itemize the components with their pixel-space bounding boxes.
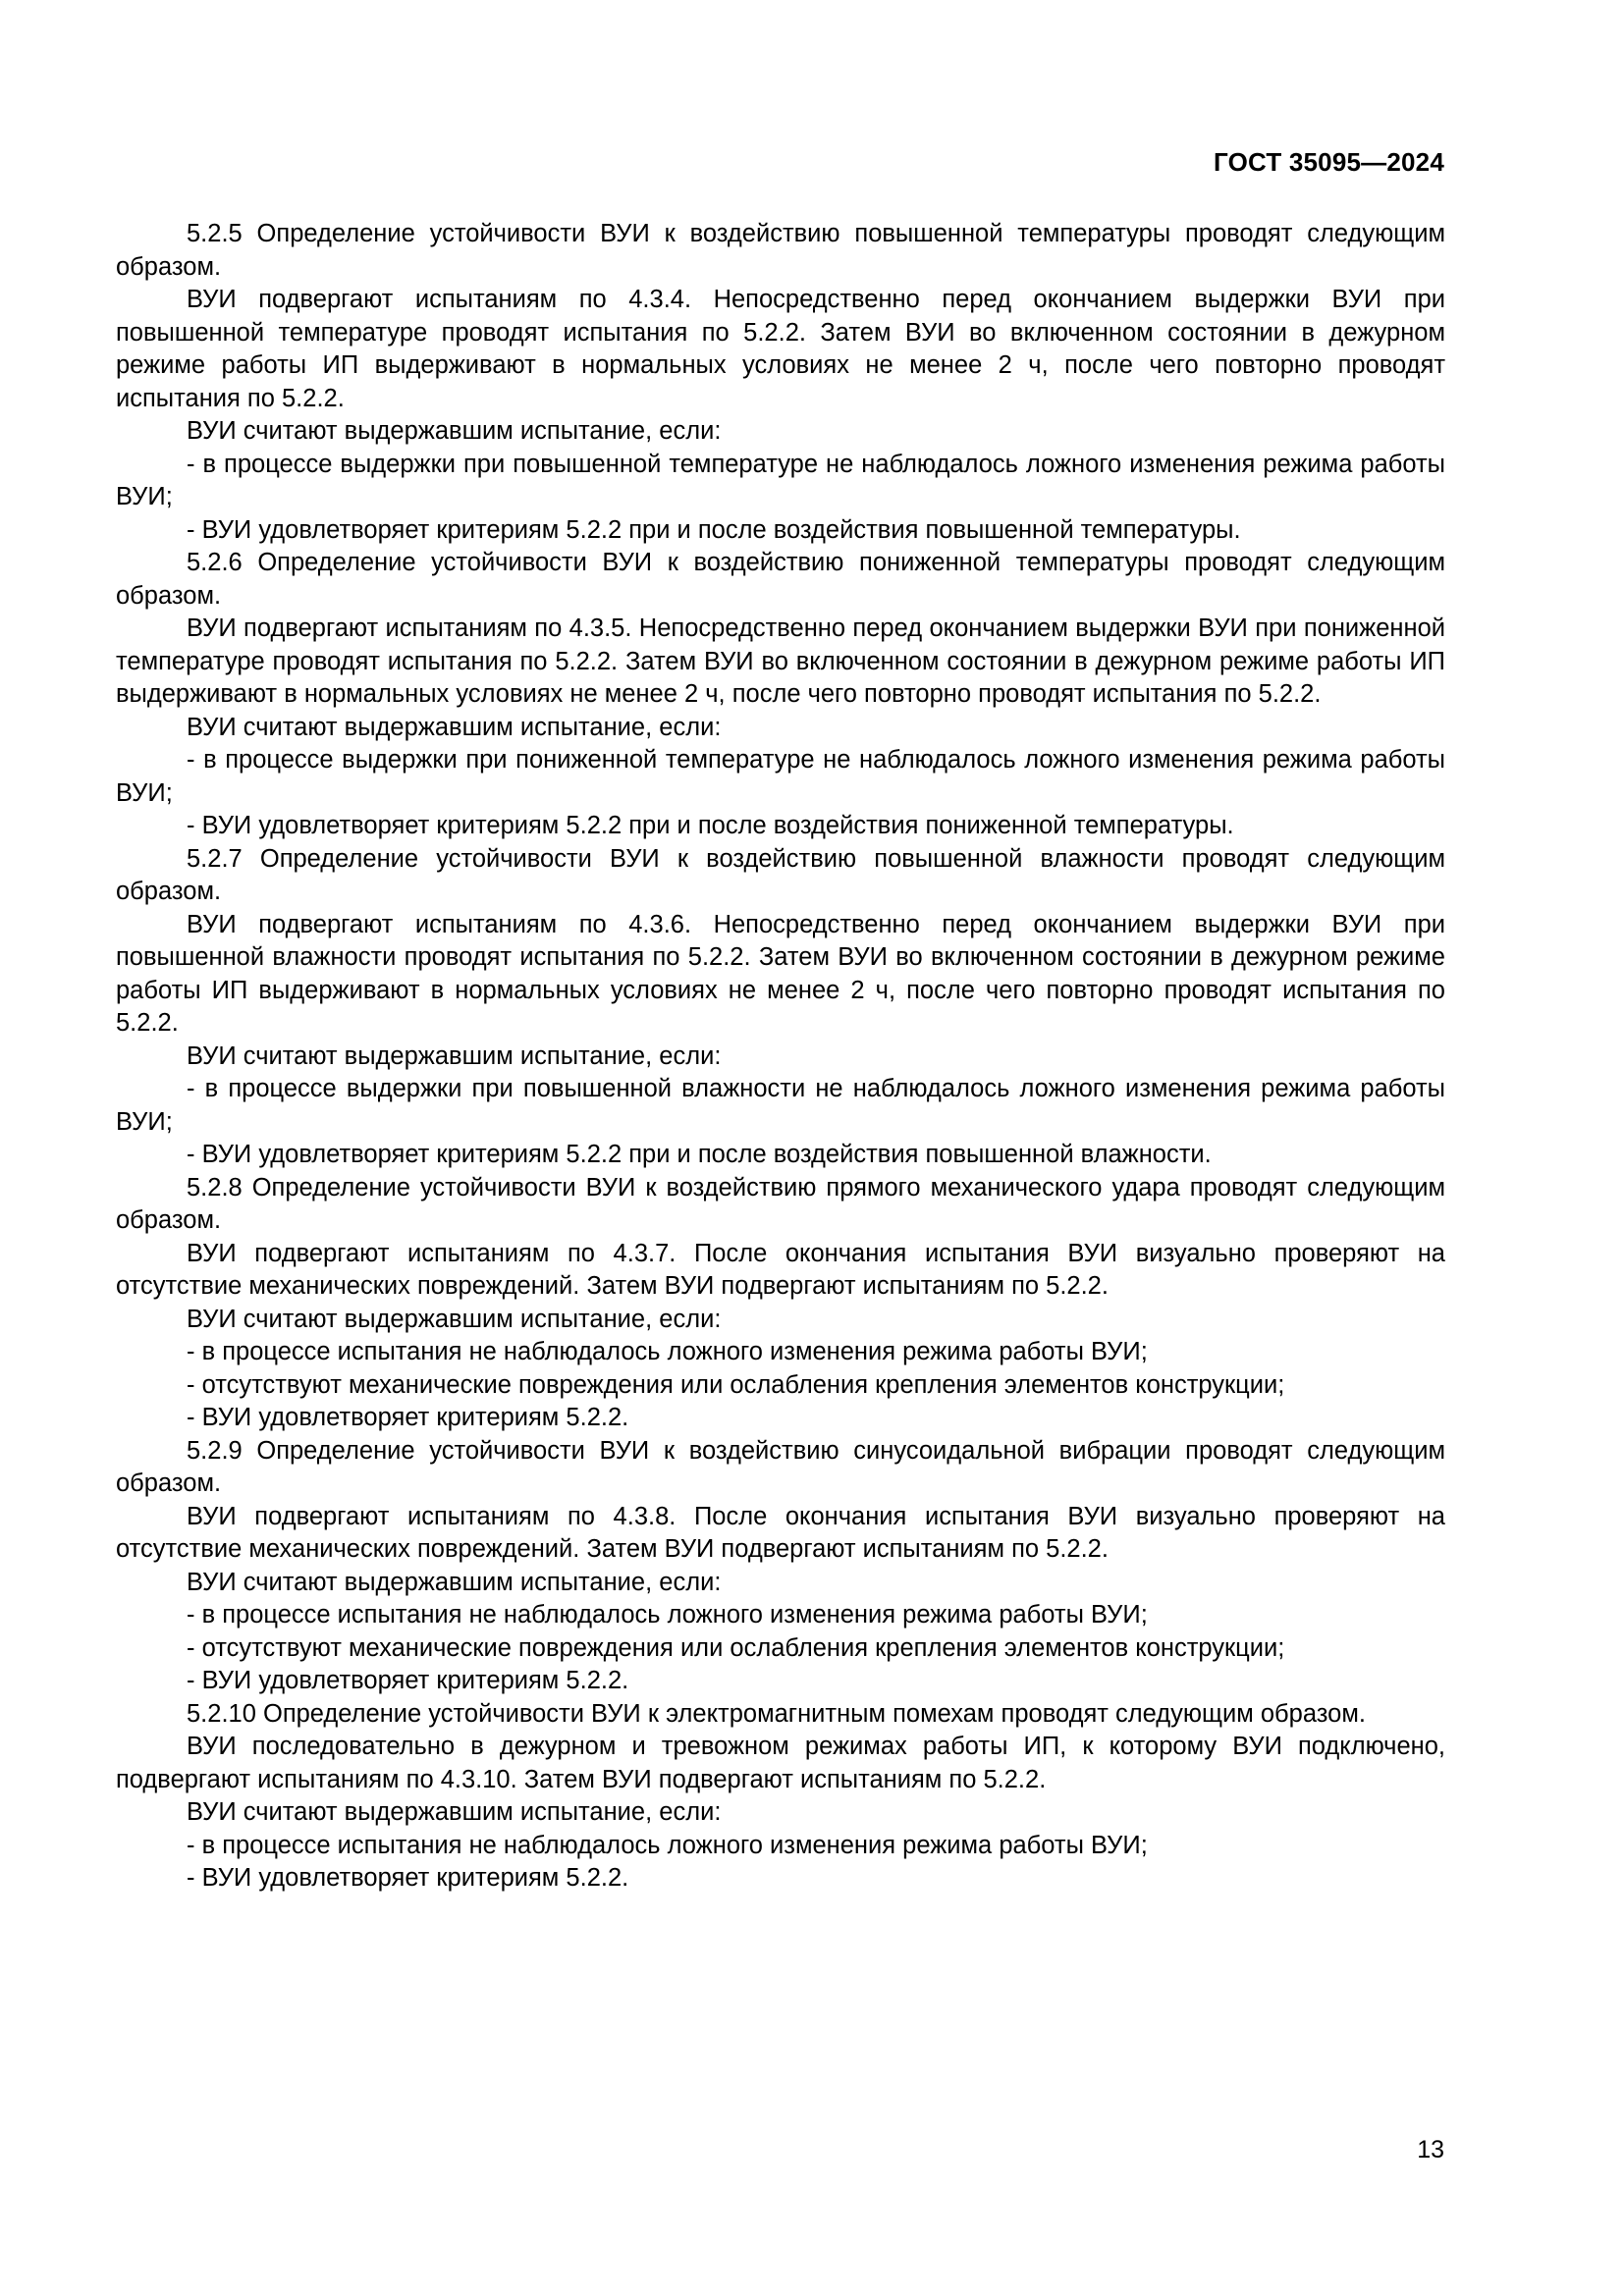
- document-body: [116, 218, 1445, 1896]
- paragraph: 5.2.5 Определение устойчивости ВУИ к воздействию повышенной температуры проводят следующим образом.: [116, 220, 1445, 281]
- paragraph: ВУИ считают выдержавшим испытание, если:: [187, 1041, 722, 1070]
- paragraph: ВУИ считают выдержавшим испытание, если:: [187, 713, 722, 741]
- paragraph: ВУИ подвергают испытаниям по 4.3.6. Непосредственно перед окончанием выдержки ВУИ при повышенной влажности проводят испытания по 5.2.2. Затем ВУИ во включенном состоянии в дежурном режиме работы ИП выдерживают в нормальных условиях не менее 2 ч, после чего повторно проводят испытания по 5.2.2.: [116, 910, 1445, 1037]
- paragraph: ВУИ считают выдержавшим испытание, если:: [187, 1568, 722, 1596]
- paragraph: ВУИ считают выдержавшим испытание, если:: [187, 417, 722, 445]
- list-item: - в процессе выдержки при повышенной температуре не наблюдалось ложного изменения режима работы ВУИ;: [116, 450, 1445, 510]
- paragraph: ВУИ подвергают испытаниям по 4.3.4. Непосредственно перед окончанием выдержки ВУИ при повышенной температуре проводят испытания по 5.2.2. Затем ВУИ во включенном состоянии в дежурном режиме работы ИП выдерживают в нормальных условиях не менее 2 ч, после чего повторно проводят испытания по 5.2.2.: [116, 286, 1445, 412]
- page-number: 13: [1417, 2136, 1444, 2163]
- list-item: - ВУИ удовлетворяет критериям 5.2.2.: [187, 1667, 629, 1694]
- list-item: - в процессе испытания не наблюдалось ложного изменения режима работы ВУИ;: [187, 1601, 1148, 1629]
- paragraph: 5.2.6 Определение устойчивости ВУИ к воздействию пониженной температуры проводят следующим образом.: [116, 549, 1445, 610]
- list-item: - в процессе испытания не наблюдалось ложного изменения режима работы ВУИ;: [187, 1831, 1148, 1859]
- paragraph: 5.2.10 Определение устойчивости ВУИ к электромагнитным помехам проводят следующим образом.: [187, 1699, 1366, 1728]
- paragraph: 5.2.9 Определение устойчивости ВУИ к воздействию синусоидальной вибрации проводят следующим образом.: [116, 1436, 1445, 1497]
- list-item: - ВУИ удовлетворяет критериям 5.2.2 при и после воздействия повышенной температуры.: [187, 515, 1241, 544]
- list-item: - ВУИ удовлетворяет критериям 5.2.2.: [187, 1864, 629, 1892]
- list-item: - в процессе выдержки при пониженной температуре не наблюдалось ложного изменения режима работы ВУИ;: [116, 746, 1445, 807]
- list-item: - в процессе испытания не наблюдалось ложного изменения режима работы ВУИ;: [187, 1338, 1148, 1365]
- list-item: - ВУИ удовлетворяет критериям 5.2.2 при и после воздействия повышенной влажности.: [187, 1141, 1212, 1168]
- paragraph: ВУИ подвергают испытаниям по 4.3.5. Непосредственно перед окончанием выдержки ВУИ при пониженной температуре проводят испытания по 5.2.2. Затем ВУИ во включенном состоянии в дежурном режиме работы ИП выдерживают в нормальных условиях не менее 2 ч, после чего повторно проводят испытания по 5.2.2.: [116, 614, 1445, 708]
- paragraph: ВУИ подвергают испытаниям по 4.3.7. После окончания испытания ВУИ визуально проверяют на отсутствие механических повреждений. Затем ВУИ подвергают испытаниям по 5.2.2.: [116, 1239, 1445, 1300]
- list-item: - ВУИ удовлетворяет критериям 5.2.2.: [187, 1404, 629, 1431]
- paragraph: ВУИ подвергают испытаниям по 4.3.8. После окончания испытания ВУИ визуально проверяют на отсутствие механических повреждений. Затем ВУИ подвергают испытаниям по 5.2.2.: [116, 1502, 1445, 1563]
- paragraph: ВУИ считают выдержавшим испытание, если:: [187, 1798, 722, 1826]
- list-item: - ВУИ удовлетворяет критериям 5.2.2 при и после воздействия пониженной температуры.: [187, 812, 1234, 839]
- paragraph: ВУИ последовательно в дежурном и тревожном режимах работы ИП, к которому ВУИ подключено, подвергают испытаниям по 4.3.10. Затем ВУИ подвергают испытаниям по 5.2.2.: [116, 1733, 1445, 1793]
- paragraph: 5.2.7 Определение устойчивости ВУИ к воздействию повышенной влажности проводят следующим образом.: [116, 844, 1445, 905]
- list-item: - в процессе выдержки при повышенной влажности не наблюдалось ложного изменения режима работы ВУИ;: [116, 1075, 1445, 1136]
- list-item: - отсутствуют механические повреждения или ослабления крепления элементов конструкции;: [187, 1633, 1285, 1662]
- paragraph: 5.2.8 Определение устойчивости ВУИ к воздействию прямого механического удара проводят следующим образом.: [116, 1173, 1445, 1234]
- list-item: - отсутствуют механические повреждения или ослабления крепления элементов конструкции;: [187, 1370, 1285, 1399]
- document-id: ГОСТ 35095—2024: [1214, 147, 1444, 177]
- paragraph: ВУИ считают выдержавшим испытание, если:: [187, 1305, 722, 1333]
